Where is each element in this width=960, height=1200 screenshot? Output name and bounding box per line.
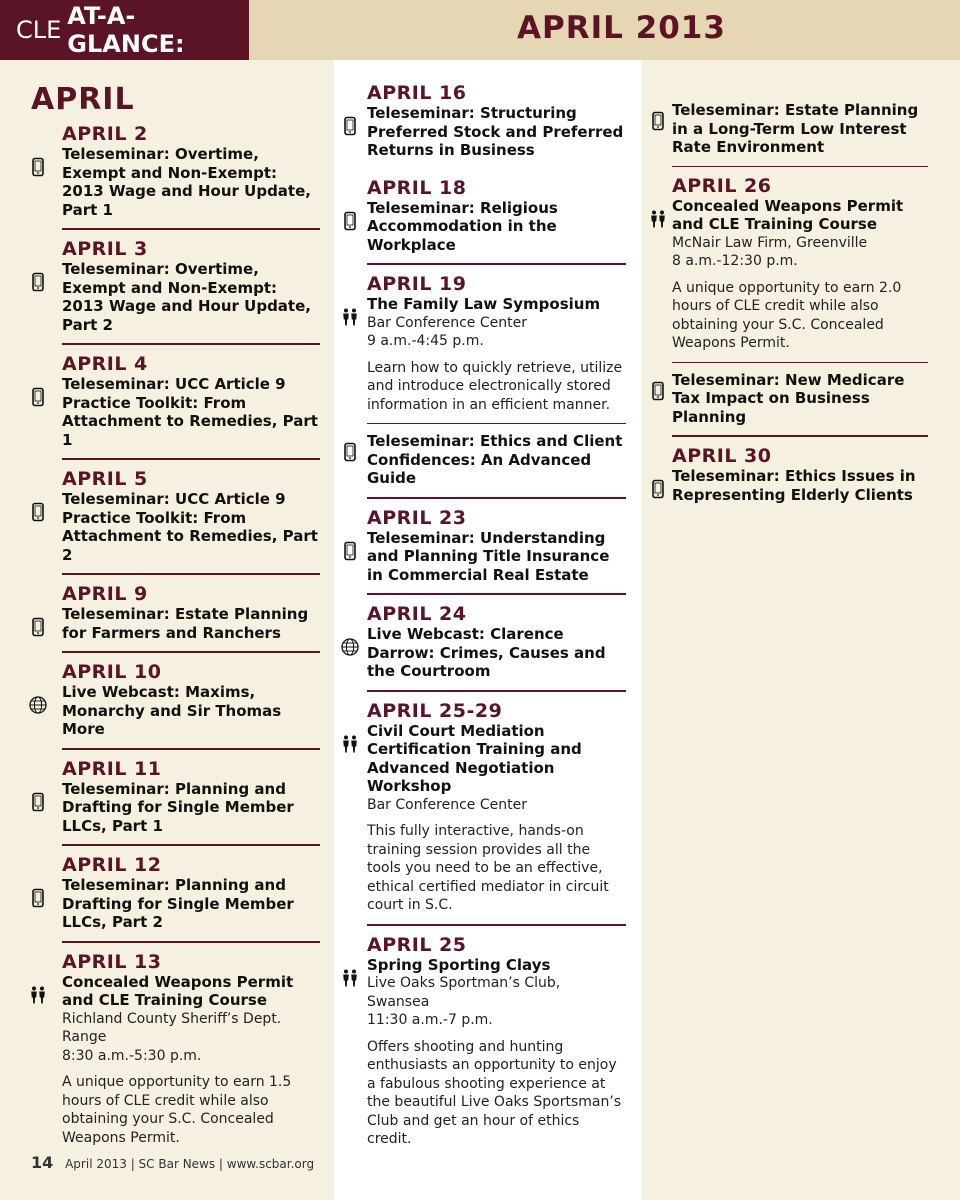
event-spacer — [672, 504, 928, 521]
event-list-left — [31, 123, 334, 1164]
event-detail: Bar Conference Center — [367, 796, 527, 813]
phone-icon — [28, 792, 48, 812]
event-date: APRIL 26 — [672, 174, 772, 197]
event-date: APRIL 25 — [367, 933, 467, 956]
event-divider — [62, 573, 320, 575]
event-date: APRIL 24 — [367, 603, 467, 625]
event-item — [334, 603, 626, 692]
event-title: Spring Sporting Clays — [367, 955, 551, 974]
event-divider — [367, 690, 626, 692]
event-detail: McNair Law Firm, Greenville — [672, 234, 868, 251]
phone-icon — [340, 211, 360, 231]
event-divider — [367, 593, 626, 595]
event-description: A unique opportunity to earn 2.0 hours of CLE credit while also obtaining your S.C. Concealed Weapons Permit. — [672, 279, 902, 351]
event-title: Teleseminar: Understanding and Planning Title Insurance in Commercial Real Estate — [367, 528, 610, 584]
column-left — [0, 60, 334, 1200]
event-item — [334, 82, 626, 177]
phone-icon — [28, 272, 48, 292]
event-item — [0, 238, 320, 345]
event-title: Teleseminar: Religious Accommodation in the Workplace — [367, 198, 558, 254]
event-divider — [62, 228, 320, 230]
phone-icon — [28, 617, 48, 637]
event-title: Teleseminar: UCC Article 9 Practice Toolkit: From Attachment to Remedies, Part 1 — [62, 375, 318, 449]
header-label-box — [0, 0, 249, 60]
event-item — [0, 583, 320, 653]
people-icon — [340, 734, 360, 754]
phone-icon — [340, 116, 360, 136]
event-detail: 8 a.m.-12:30 p.m. — [672, 253, 798, 269]
event-item — [334, 700, 626, 926]
event-divider — [62, 651, 320, 653]
event-date: APRIL 16 — [367, 82, 467, 104]
event-title: Live Webcast: Clarence Darrow: Crimes, Causes and the Courtroom — [367, 625, 606, 680]
event-divider — [367, 263, 626, 265]
event-detail: 11:30 a.m.-7 p.m. — [367, 1012, 493, 1028]
page-footer — [31, 1153, 314, 1172]
event-divider — [62, 844, 320, 846]
page-number: 14 — [31, 1153, 54, 1172]
event-detail: 9 a.m.-4:45 p.m. — [367, 333, 484, 349]
event-item — [0, 951, 320, 1165]
event-divider — [367, 497, 626, 499]
event-item — [641, 445, 928, 521]
event-title: Teleseminar: Ethics and Client Confidences: An Advanced Guide — [367, 432, 623, 487]
header-title-box — [249, 0, 960, 60]
phone-icon — [28, 888, 48, 908]
event-title: Teleseminar: Planning and Drafting for Single Member LLCs, Part 1 — [62, 779, 294, 835]
event-date: APRIL 10 — [62, 661, 162, 683]
event-item — [334, 432, 626, 499]
event-title: Teleseminar: Ethics Issues in Representing Elderly Clients — [672, 467, 916, 504]
event-date: APRIL 25-29 — [367, 699, 503, 722]
globe-icon — [28, 695, 48, 715]
event-item — [0, 758, 320, 847]
event-title: Teleseminar: Estate Planning in a Long-Term Low Interest Rate Environment — [672, 101, 919, 156]
event-detail: Bar Conference Center — [367, 314, 527, 331]
event-item — [0, 468, 320, 575]
event-divider — [62, 458, 320, 460]
event-list-middle — [334, 82, 641, 1166]
phone-icon — [28, 502, 48, 522]
event-title: Concealed Weapons Permit and CLE Training Course — [62, 972, 294, 1009]
event-date: APRIL 23 — [367, 506, 467, 529]
month-heading: APRIL — [31, 82, 135, 117]
event-date: APRIL 12 — [62, 854, 162, 876]
event-title: Live Webcast: Maxims, Monarchy and Sir Thomas More — [62, 683, 282, 738]
event-description: This fully interactive, hands-on training session provides all the tools you need to be an effective, ethical certified mediator in circuit court in S.C. — [367, 823, 609, 913]
event-date: APRIL 2 — [62, 123, 148, 145]
event-date: APRIL 19 — [367, 273, 467, 295]
event-divider — [672, 362, 928, 363]
event-description: Offers shooting and hunting enthusiasts an opportunity to enjoy a fabulous shooting experience at the beautiful Live Oaks Sportsman’s Club and get an hour of ethics credit. — [367, 1038, 622, 1147]
event-list-right — [641, 101, 960, 521]
column-right — [641, 60, 960, 1200]
event-spacer — [367, 1149, 626, 1166]
event-item — [0, 353, 320, 460]
event-title: Teleseminar: Structuring Preferred Stock and Preferred Returns in Business — [367, 104, 624, 159]
event-description: A unique opportunity to earn 1.5 hours of CLE credit while also obtaining your S.C. Concealed Weapons Permit. — [62, 1074, 292, 1146]
event-title: Teleseminar: New Medicare Tax Impact on Business Planning — [672, 370, 905, 426]
globe-icon — [340, 637, 360, 657]
phone-icon — [648, 381, 668, 401]
phone-icon — [648, 111, 668, 131]
event-title: The Family Law Symposium — [367, 295, 601, 313]
phone-icon — [28, 157, 48, 177]
event-title: Teleseminar: Overtime, Exempt and Non-Exempt: 2013 Wage and Hour Update, Part 2 — [62, 260, 311, 334]
page-title: APRIL 2013 — [517, 10, 726, 46]
people-icon — [648, 209, 668, 229]
event-date: APRIL 3 — [62, 238, 148, 260]
event-date: APRIL 30 — [672, 445, 772, 467]
event-item — [334, 273, 626, 424]
event-detail: Richland County Sheriff’s Dept. Range — [62, 1010, 282, 1045]
event-divider — [367, 423, 626, 424]
event-divider — [367, 924, 626, 926]
event-description: Learn how to quickly retrieve, utilize and introduce electronically stored information in an efficient manner. — [367, 359, 623, 413]
event-title: Teleseminar: Overtime, Exempt and Non-Exempt: 2013 Wage and Hour Update, Part 1 — [62, 145, 311, 219]
event-date: APRIL 4 — [62, 353, 148, 375]
event-date: APRIL 18 — [367, 176, 467, 199]
header-main: AT-A-GLANCE: — [67, 2, 185, 58]
people-icon — [340, 307, 360, 327]
event-title: Concealed Weapons Permit and CLE Training Course — [672, 196, 904, 233]
event-item — [334, 934, 626, 1166]
phone-icon — [340, 442, 360, 462]
event-title: Teleseminar: Estate Planning for Farmers and Ranchers — [62, 605, 309, 642]
phone-icon — [340, 541, 360, 561]
people-icon — [340, 968, 360, 988]
event-item — [641, 175, 928, 363]
event-item — [0, 854, 320, 943]
event-divider — [62, 748, 320, 750]
event-item — [0, 661, 320, 750]
event-detail: 8:30 a.m.-5:30 p.m. — [62, 1047, 202, 1064]
event-title: Teleseminar: UCC Article 9 Practice Toolkit: From Attachment to Remedies, Part 2 — [62, 490, 318, 564]
event-item — [641, 371, 928, 438]
people-icon — [28, 985, 48, 1005]
event-divider — [62, 343, 320, 345]
event-date: APRIL 9 — [62, 583, 148, 605]
event-divider — [672, 435, 928, 437]
event-item — [334, 177, 626, 266]
event-date: APRIL 5 — [62, 468, 148, 490]
event-date: APRIL 11 — [62, 757, 162, 780]
event-date: APRIL 13 — [62, 950, 162, 973]
event-title: Civil Court Mediation Certification Training and Advanced Negotiation Workshop — [367, 721, 582, 795]
event-detail: Live Oaks Sportman’s Club, Swansea — [367, 975, 561, 1010]
event-title: Teleseminar: Planning and Drafting for Single Member LLCs, Part 2 — [62, 876, 294, 931]
phone-icon — [648, 479, 668, 499]
event-item — [334, 507, 626, 596]
event-item — [0, 123, 320, 230]
phone-icon — [28, 387, 48, 407]
footer-text: April 2013 | SC Bar News | www.scbar.org — [65, 1157, 315, 1171]
header-prefix: CLE — [16, 16, 62, 44]
event-item — [641, 101, 928, 167]
event-spacer — [367, 160, 626, 177]
event-divider — [62, 941, 320, 943]
event-divider — [672, 166, 928, 167]
column-middle — [334, 60, 641, 1200]
